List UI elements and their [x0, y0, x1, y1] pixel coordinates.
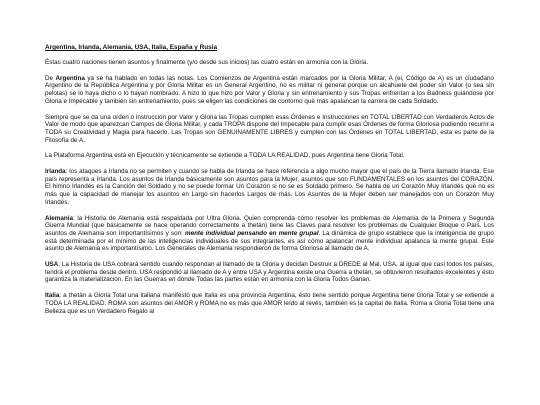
paragraph-text: Éstas cuatro naciones tienen asuntos y finalmente (y/o desde sus inicios) las cuatro están en armonía con la Gloria. [45, 59, 369, 66]
paragraph-text: : la Historia de Alemania está respaldada por Ultra Gloria. Quien comprenda cómo resolver los problemas de Alemania de la Primera y Segunda Guerra Mundial (que básicamente se hace operando correctamente a thetán) tiene las Claves para resolver los problemas de Cualquier Bloque o País. Los asuntos de Alemania son Importantísimos y son: [45, 214, 494, 237]
paragraph-lead: Italia [45, 292, 60, 300]
paragraph-irlanda [45, 168, 494, 207]
paragraph-argentina [45, 75, 494, 106]
paragraph-pre: De [45, 74, 56, 82]
paragraph-text: : los ataques a Irlanda no se permiten y cuando se habla de Irlanda se hace referencia a algo mucho mayor que el país de la Tierra llamado Irlanda. Ese país representa a Irlanda. Los asuntos de Irlanda básicamente son asuntos para la Mujer, asuntos que son FUNDAMENTALES en los asuntos del CORAZÓN. El himno Irlandés es la Canción del Soldado y no se puede formar Un Corazón si no se es Soldado primero. Se habla de un Corazón Muy Irlandés qué no es más que la capacidad de manejar los asuntos en Largo sin hacerlos Largos de más. Los Asuntos de la Mujer deben ser manejados con un Corazón Muy Irlandés. [45, 168, 494, 206]
paragraph-orders [45, 114, 494, 145]
paragraph-text: : a thetán a Gloria Total una italiana manifestó que Italia es una provincia Argentina, ésto tiene sentido porque Argentina tiene Gloria Total y se extiende a TODA LA REALIDAD. ROMA son asuntos del AMOR y ROMA no es más que AMOR leído al revés, también es la capital de Italia. Roma a Gloria Total tiene una Belleza que es un Verdadero Regalo al [45, 292, 494, 315]
paragraph-lead: Argentina [55, 74, 85, 82]
paragraph-lead: USA [45, 261, 59, 269]
paragraph-lead: Alemania [45, 214, 73, 222]
paragraph-text: La Plataforma Argentina está en Ejecución y técnicamente se extiende a TODA LA REALIDAD, pues Argentina tiene Gloria Total. [45, 152, 405, 160]
paragraph-platform [45, 152, 494, 160]
paragraph-alemania [45, 215, 494, 254]
paragraph-text: : La Historia de USA cobrará sentido cuando respondan al llamado de la Gloria y decidan Destruir a DREDE al Mal. USA, al igual que casi todos los países, tendrá el problema desde dentro. USA respondió al llamado de A y entre USA y Argentina existe una Guerra a thetán, se obtuvieron resultados excelentes y ésto garantiza la materialización. En las Guerras en donde Todas las partes están en armonía con la Gloria Todos Ganan. [45, 261, 494, 284]
paragraph-usa [45, 261, 494, 284]
paragraph-post: . La dinámica de grupo establece que la inteligencia de grupo está determinada por el mínimo de las inteligencias individuales de sus integrantes, es así cómo apalancar mente individual apalanca la mente grupal. Este asunto de Alemania es importantísimo. Los Generales de Alemania respondieron de forma Gloriosa al llamado de A. [45, 229, 494, 253]
paragraph-emphasis: mente individual pensando en mente grupal [184, 229, 319, 237]
paragraph-italia [45, 292, 494, 315]
paragraph-intro [45, 59, 494, 67]
paragraph-text: ya se ha hablado en todas las notas. Los Comienzos de Argentina están marcados por la Gloria Militar, A (ei, Código de A) es un ciudadano Argentino de la República Argentina y por Gloria Militar es un General Argentino, no es militar ni general porque un alcahuete del poder sin Valor (o sea sin pelotas) se lo haya dicho o lo hayan nombrado. A hizo lo que hizo por Valor y Gloria y sin entrenamiento y sus Tropas enfrentan a los Badness guiándose por Gloria e Impecable y también sin entrenamiento, pues se eligen las condiciones de contorno qué más apalancan la carrera de cada Soldado. [45, 74, 494, 105]
paragraph-text: Siempre que se da una orden o instrucción por Valor y Gloria las Tropas cumplen esas Órdenes e Instrucciones en TOTAL LIBERTAD con Verdaderos Actos de Valor de modo que aparezcan Campos de Gloria Militar, y cada TROPA dispone del Impecable para cumplir esas Órdenes de forma Gloriosa pudiendo recurrir a TODA su Creatividad y Magia para hacerlo. Las Tropas son GENUINAMENTE LIBRES y cumplen con las Órdenes en TOTAL LIBERTAD, esta es parte de la Filosofía de A. [45, 113, 494, 144]
paragraph-lead: Irlanda [45, 168, 66, 176]
document-heading: Argentina, Irlanda, Alemania, USA, Italia, España y Rusia [45, 44, 218, 51]
